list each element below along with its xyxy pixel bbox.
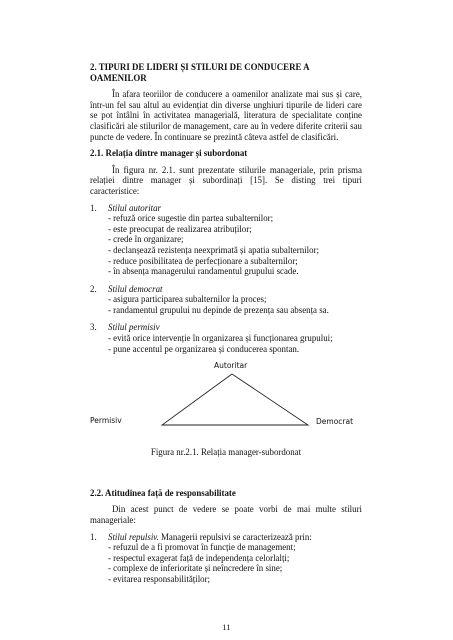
style-number: 2.: [90, 283, 97, 294]
style-description: Managerii repulsivi se caracterizează prin:: [158, 531, 312, 542]
trait-item: - declanșează rezistența neexprimată și apatia subalternilor;: [108, 244, 319, 255]
diagram-label-autoritar: Autoritar: [214, 361, 248, 371]
style-block-autoritar: [90, 203, 362, 277]
trait-item: - evitarea responsabilităților;: [108, 574, 211, 584]
diagram-label-democrat: Democrat: [316, 417, 354, 427]
trait-item: - crede în organizare;: [108, 234, 184, 245]
trait-list: [90, 213, 362, 277]
style-heading: [90, 322, 362, 333]
subsection-title-2-2: 2.2. Atitudinea față de responsabilitate: [90, 487, 236, 498]
page-number: 11: [222, 622, 231, 632]
trait-list: [90, 333, 362, 354]
diagram-label-permisiv: Permisiv: [90, 416, 122, 426]
style-block-democrat: [90, 284, 362, 316]
style-name: Stilul democrat: [108, 283, 163, 294]
style-block-repulsiv: [90, 532, 362, 585]
style-number: 1.: [90, 531, 97, 542]
style-name: Stilul permisiv: [108, 322, 160, 333]
trait-item: - asigura participarea subalternilor la proces;: [108, 294, 267, 305]
style-heading: [90, 532, 362, 543]
subsection-paragraph-2-1: În figura nr. 2.1. sunt prezentate stilurile manageriale, prin prisma relației dintre manager și subordinați [15]. Se disting trei tipuri caracteristice:: [90, 164, 362, 196]
section-title: 2. TIPURI DE LIDERI ȘI STILURI DE CONDUCERE A OAMENILOR: [90, 62, 310, 83]
figure-caption: Figura nr.2.1. Relația manager-subordonat: [150, 447, 302, 458]
page-content: [90, 62, 362, 592]
trait-item: - refuzul de a fi promovat în funcție de management;: [108, 542, 296, 553]
style-number: 1.: [90, 202, 97, 213]
style-block-permisiv: [90, 322, 362, 354]
trait-item: - pune accentul pe organizarea și conducerea spontan.: [108, 343, 300, 354]
trait-item: - reduce posibilitatea de perfecționare a subalternilor;: [108, 255, 298, 266]
style-number: 3.: [90, 322, 97, 333]
trait-item: - refuză orice sugestie din partea subalternilor;: [108, 213, 274, 224]
subsection-paragraph-2-2: Din acest punct de vedere se poate vorbi de mai multe stiluri manageriale:: [90, 504, 362, 526]
trait-item: - randamentul grupului nu depinde de prezența sau absența sa.: [108, 304, 329, 315]
trait-item: - respectul exagerat față de independența celorlalți;: [108, 552, 290, 563]
trait-item: - în absența managerului randamentul grupului scade.: [108, 266, 299, 277]
triangle-shape: [162, 374, 308, 425]
trait-item: - este preocupat de realizarea atribuților;: [108, 223, 252, 234]
style-heading: [90, 203, 362, 214]
trait-item: - complexe de inferioritate și neîncredere în sine;: [108, 563, 283, 574]
intro-paragraph: În afara teoriilor de conducere a oamenilor analizate mai sus și care, într-un fel sau altul au evidențiat din diverse unghiuri tipurile de lideri care se pot întâlni în activitatea managerială, literatura de specialitate conține clasificări ale stilurilor de management, care au în vedere diferite criterii sau puncte de vedere. În continuare se prezintă câteva astfel de clasificări.: [90, 89, 362, 142]
trait-list: [90, 294, 362, 315]
trait-item: - evită orice intervenție în organizarea și funcționarea grupului;: [108, 333, 333, 344]
style-heading-text: [108, 532, 312, 543]
style-name: Stilul repulsiv.: [108, 531, 159, 542]
subsection-title-2-1: 2.1. Relația dintre manager și subordonat: [90, 148, 248, 159]
triangle-diagram: [90, 361, 362, 431]
style-name: Stilul autoritar: [108, 202, 162, 213]
style-heading: [90, 284, 362, 295]
trait-list: [90, 542, 362, 584]
